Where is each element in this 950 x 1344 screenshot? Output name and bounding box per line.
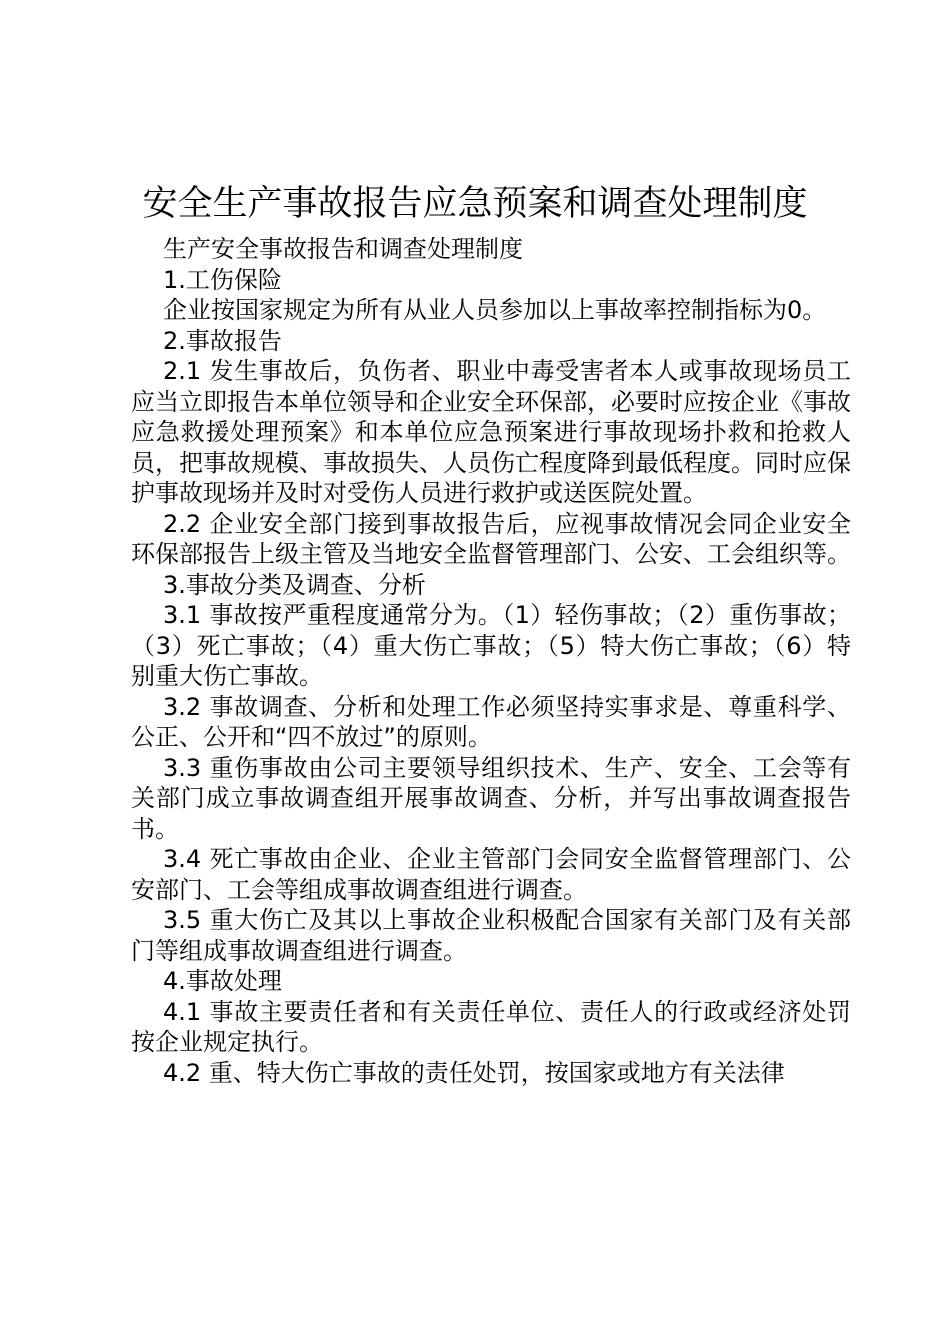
paragraph-4-2: 4.2 重、特大伤亡事故的责任处罚，按国家或地方有关法律	[163, 1058, 785, 1087]
paragraph-subtitle: 生产安全事故报告和调查处理制度	[163, 235, 523, 263]
paragraph-section-2-heading: 2.事故报告	[163, 326, 282, 355]
paragraph-3-2: 3.2 事故调查、分析和处理工作必须坚持实事求是、尊重科学、公正、公开和“四不放过”的原则。	[131, 692, 851, 751]
paragraph-section-3-heading: 3.事故分类及调查、分析	[163, 570, 426, 599]
paragraph-section-1-body: 企业按国家规定为所有从业人员参加以上事故率控制指标为0。	[163, 296, 827, 324]
document-title: 安全生产事故报告应急预案和调查处理制度	[142, 184, 808, 224]
paragraph-section-1-heading: 1.工伤保险	[163, 265, 282, 294]
paragraph-section-4-heading: 4.事故处理	[163, 967, 282, 995]
paragraph-2-2: 2.2 企业安全部门接到事故报告后，应视事故情况会同企业安全环保部报告上级主管及当地安全监督管理部门、公安、工会组织等。	[131, 509, 851, 568]
paragraph-3-5: 3.5 重大伤亡及其以上事故企业积极配合国家有关部门及有关部门等组成事故调查组进行调查。	[131, 906, 851, 965]
document-body	[131, 234, 851, 1088]
paragraph-3-1: 3.1 事故按严重程度通常分为。（1）轻伤事故；（2）重伤事故；（3）死亡事故；（4）重大伤亡事故；（5）特大伤亡事故；（6）特别重大伤亡事故。	[131, 601, 851, 690]
paragraph-3-3: 3.3 重伤事故由公司主要领导组织技术、生产、安全、工会等有关部门成立事故调查组开展事故调查、分析，并写出事故调查报告书。	[131, 753, 851, 843]
paragraph-2-1: 2.1 发生事故后，负伤者、职业中毒受害者本人或事故现场员工应当立即报告本单位领导和企业安全环保部，必要时应按企业《事故应急救援处理预案》和本单位应急预案进行事故现场扑救和抢救人员，把事故规模、事故损失、人员伤亡程度降到最低程度。同时应保护事故现场并及时对受伤人员进行救护或送医院处置。	[131, 357, 851, 507]
paragraph-4-1: 4.1 事故主要责任者和有关责任单位、责任人的行政或经济处罚按企业规定执行。	[131, 997, 851, 1056]
paragraph-3-4: 3.4 死亡事故由企业、企业主管部门会同安全监督管理部门、公安部门、工会等组成事故调查组进行调查。	[131, 845, 851, 904]
